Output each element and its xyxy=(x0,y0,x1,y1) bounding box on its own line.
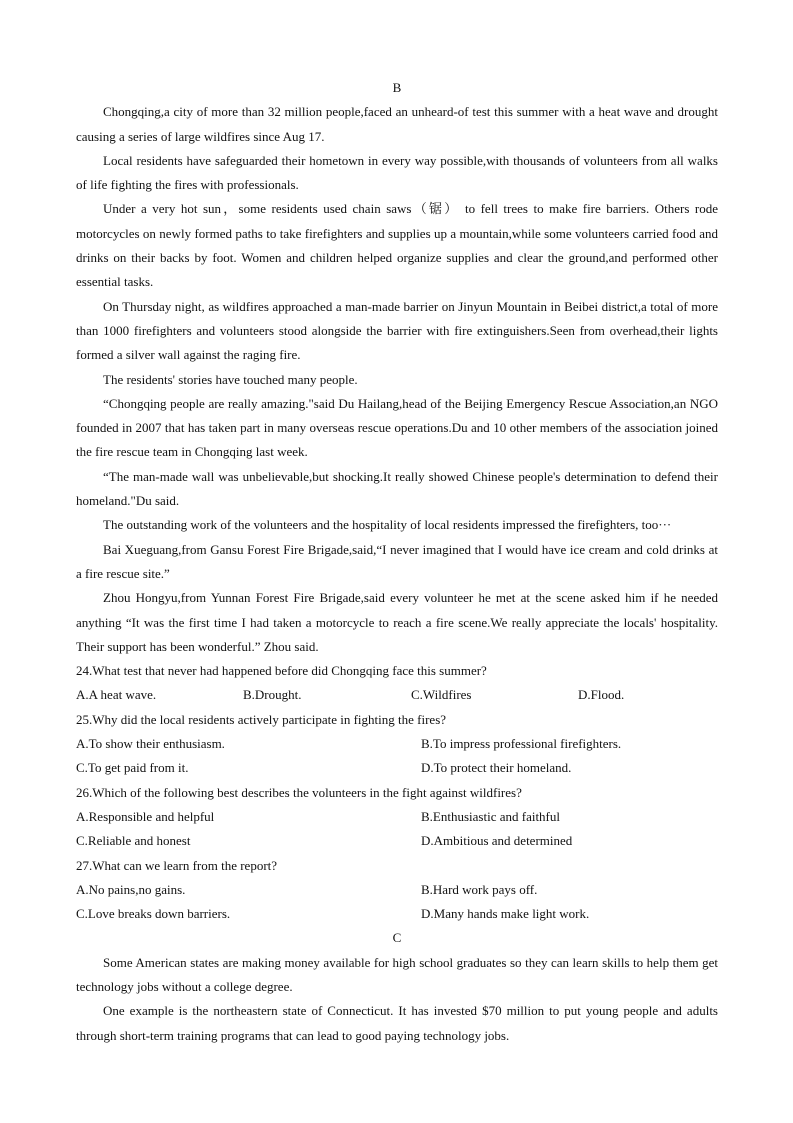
option-d: D.To protect their homeland. xyxy=(421,760,572,776)
question-24-options xyxy=(76,683,718,707)
question-27-options-row-1 xyxy=(76,878,718,902)
option-d: D.Ambitious and determined xyxy=(421,833,573,849)
document-page xyxy=(76,76,718,1048)
question-26-stem: 26.Which of the following best describes the volunteers in the fight against wildfires? xyxy=(76,784,522,800)
option-b: B.Drought. xyxy=(243,687,302,703)
passage-paragraph: The outstanding work of the volunteers and the hospitality of local residents impressed the firefighters, too··· xyxy=(103,517,672,533)
option-d: D.Flood. xyxy=(578,687,625,703)
option-a: A.To show their enthusiasm. xyxy=(76,736,225,752)
option-a: A.A heat wave. xyxy=(76,687,157,703)
question-26-options-row-2 xyxy=(76,829,718,853)
question-27-stem: 27.What can we learn from the report? xyxy=(76,857,278,873)
passage-paragraph: The residents' stories have touched many people. xyxy=(103,371,358,387)
passage-paragraph: Local residents have safeguarded their hometown in every way possible,with thousands of volunteers from all walks of life fighting the fires with professionals. xyxy=(76,152,718,193)
option-a: A.Responsible and helpful xyxy=(76,808,215,824)
passage-paragraph: One example is the northeastern state of Connecticut. It has invested $70 million to put young people and adults through short-term training programs that can lead to good paying technology jobs. xyxy=(76,1003,718,1043)
option-c: C.Wildfires xyxy=(411,687,472,703)
option-c: C.To get paid from it. xyxy=(76,760,189,776)
passage-paragraph: Zhou Hongyu,from Yunnan Forest Fire Brigade,said every volunteer he met at the scene asked him if he needed anything “It was the first time I had taken a motorcycle to reach a fire scene.We really appreciate the locals' hospitality. Their support has been wonderful.” Zhou said. xyxy=(76,590,718,654)
option-b: B.Enthusiastic and faithful xyxy=(421,808,561,824)
question-27-options-row-2 xyxy=(76,902,718,926)
option-b: B.To impress professional firefighters. xyxy=(421,736,622,752)
passage-paragraph: On Thursday night, as wildfires approached a man-made barrier on Jinyun Mountain in Beibei district,a total of more than 1000 firefighters and volunteers stood alongside the barrier with fire extinguishers.Seen from overhead,their lights formed a silver wall against the raging fire. xyxy=(76,298,718,363)
section-b-title: B xyxy=(392,80,402,95)
question-25-stem: 25.Why did the local residents actively participate in fighting the fires? xyxy=(76,711,447,727)
passage-paragraph: “Chongqing people are really amazing."said Du Hailang,head of the Beijing Emergency Rescue Association,an NGO founded in 2007 that has taken part in many overseas rescue operations.Du and 10 other members of the association joined the fire rescue team in Chongqing last week. xyxy=(76,395,718,460)
passage-paragraph: Bai Xueguang,from Gansu Forest Fire Brigade,said,“I never imagined that I would have ice cream and cold drinks at a fire rescue site.” xyxy=(76,541,718,581)
option-d: D.Many hands make light work. xyxy=(421,906,590,922)
question-24-stem: 24.What test that never had happened before did Chongqing face this summer? xyxy=(76,663,487,679)
passage-paragraph: Some American states are making money available for high school graduates so they can learn skills to help them get technology jobs without a college degree. xyxy=(76,954,718,994)
passage-paragraph: Under a very hot sun，some residents used chain saws（锯） to fell trees to make fire barriers. Others rode motorcycles on newly formed paths to take firefighters and supplies up a mountain,while some volunteers carried food and drinks on their backs by foot. Women and children helped organize supplies and clear the ground,and performed other essential tasks. xyxy=(76,201,718,290)
passage-paragraph: “The man-made wall was unbelievable,but shocking.It really showed Chinese people's determination to defend their homeland."Du said. xyxy=(76,468,718,509)
option-c: C.Love breaks down barriers. xyxy=(76,906,231,922)
option-c: C.Reliable and honest xyxy=(76,833,191,849)
question-25-options-row-1 xyxy=(76,732,718,756)
option-b: B.Hard work pays off. xyxy=(421,881,538,897)
question-26-options-row-1 xyxy=(76,805,718,829)
option-a: A.No pains,no gains. xyxy=(76,881,186,897)
question-25-options-row-2 xyxy=(76,756,718,780)
section-c-title: C xyxy=(392,930,402,946)
passage-paragraph: Chongqing,a city of more than 32 million people,faced an unheard-of test this summer with a heat wave and drought causing a series of large wildfires since Aug 17. xyxy=(76,104,718,144)
